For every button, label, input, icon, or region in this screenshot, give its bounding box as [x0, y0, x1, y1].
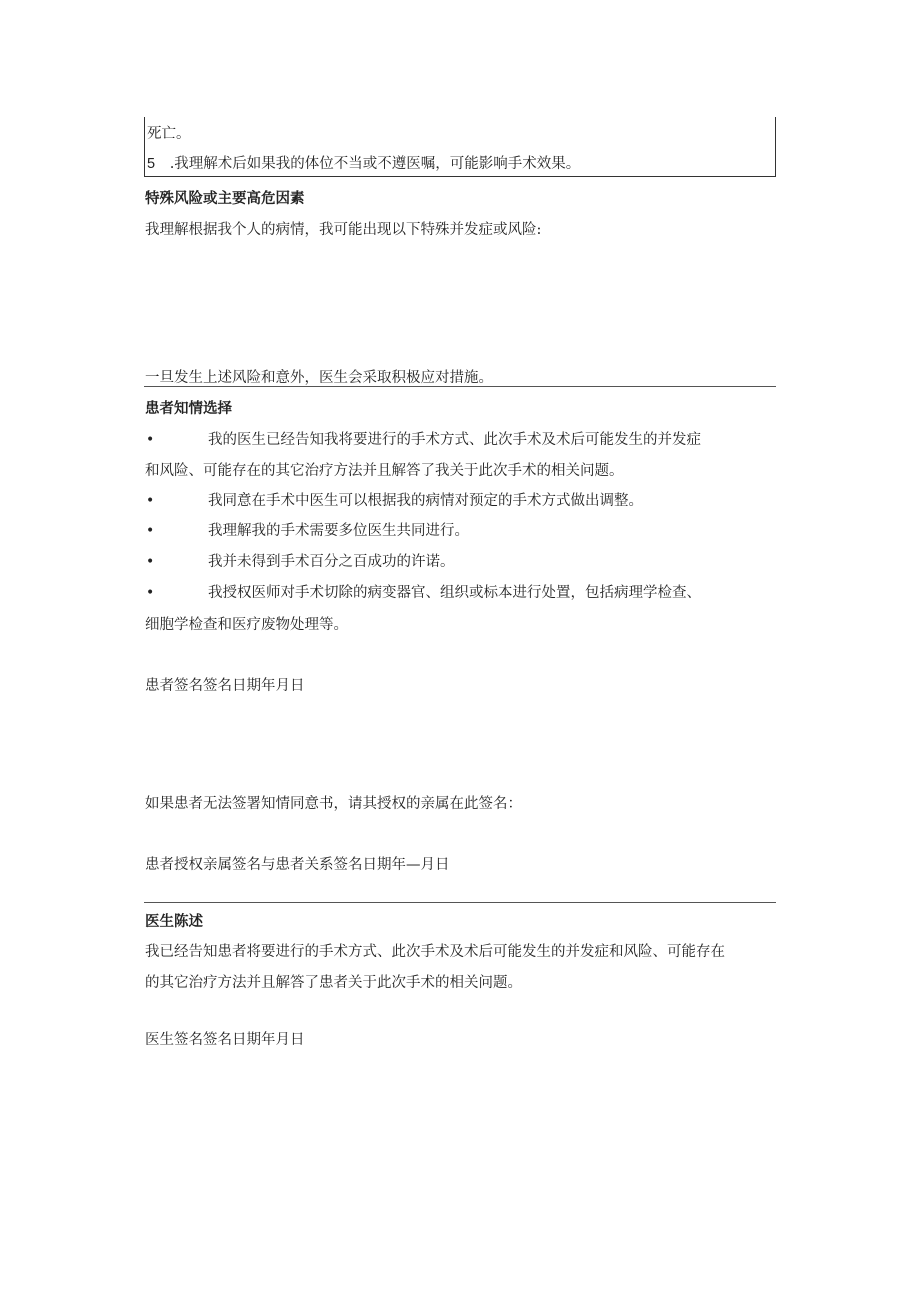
bullet-marker: • [146, 523, 155, 539]
choice-item-5-line-2: 细胞学检查和医疗废物处理等。 [145, 617, 348, 633]
patient-choice-title: 患者知情选择 [145, 401, 232, 417]
doctor-signature-line: 医生签名签名日期年月日 [145, 1032, 305, 1048]
table-bottom-border [144, 176, 776, 177]
item-text: .我理解术后如果我的体位不当或不遵医嘱，可能影响手术效果。 [169, 156, 581, 172]
table-left-border [144, 117, 145, 177]
doctor-statement-line-2: 的其它治疗方法并且解答了患者关于此次手术的相关问题。 [145, 975, 522, 991]
bullet-marker: • [146, 585, 155, 601]
choice-item-1-line-1: 我的医生已经告知我将要进行的手术方式、此次手术及术后可能发生的并发症 [208, 432, 701, 448]
bullet-marker: • [146, 554, 155, 570]
bullet-marker: • [146, 493, 155, 509]
choice-item-3: 我理解我的手术需要多位医生共同进行。 [208, 523, 469, 539]
special-risk-title: 特殊风险或主要高危因素 [145, 191, 305, 207]
proxy-signature-line: 患者授权亲属签名与患者关系签名日期年—月日 [145, 857, 450, 873]
choice-item-4: 我并未得到手术百分之百成功的许诺。 [208, 554, 455, 570]
table-right-border [775, 117, 776, 177]
bullet-marker: • [146, 432, 155, 448]
choice-item-5-line-1: 我授权医师对手术切除的病变器官、组织或标本进行处置，包括病理学检查、 [208, 585, 701, 601]
choice-item-2: 我同意在手术中医生可以根据我的病情对预定的手术方式做出调整。 [208, 493, 643, 509]
proxy-note: 如果患者无法签署知情同意书，请其授权的亲属在此签名： [145, 796, 522, 812]
section-divider-1 [144, 386, 776, 387]
patient-signature-line: 患者签名签名日期年月日 [145, 678, 305, 694]
doctor-statement-line-1: 我已经告知患者将要进行的手术方式、此次手术及术后可能发生的并发症和风险、可能存在 [145, 944, 725, 960]
special-risk-intro: 我理解根据我个人的病情，我可能出现以下特殊并发症或风险: [145, 222, 542, 238]
special-risk-closing: 一旦发生上述风险和意外，医生会采取积极应对措施。 [145, 370, 493, 386]
item-number: 5 [147, 156, 156, 172]
top-box-line-2 [147, 154, 580, 174]
doctor-statement-title: 医生陈述 [145, 914, 203, 930]
choice-item-1-line-2: 和风险、可能存在的其它治疗方法并且解答了我关于此次手术的相关问题。 [145, 463, 624, 479]
section-divider-2 [144, 902, 776, 903]
top-box-line-1: 死亡。 [147, 126, 191, 142]
